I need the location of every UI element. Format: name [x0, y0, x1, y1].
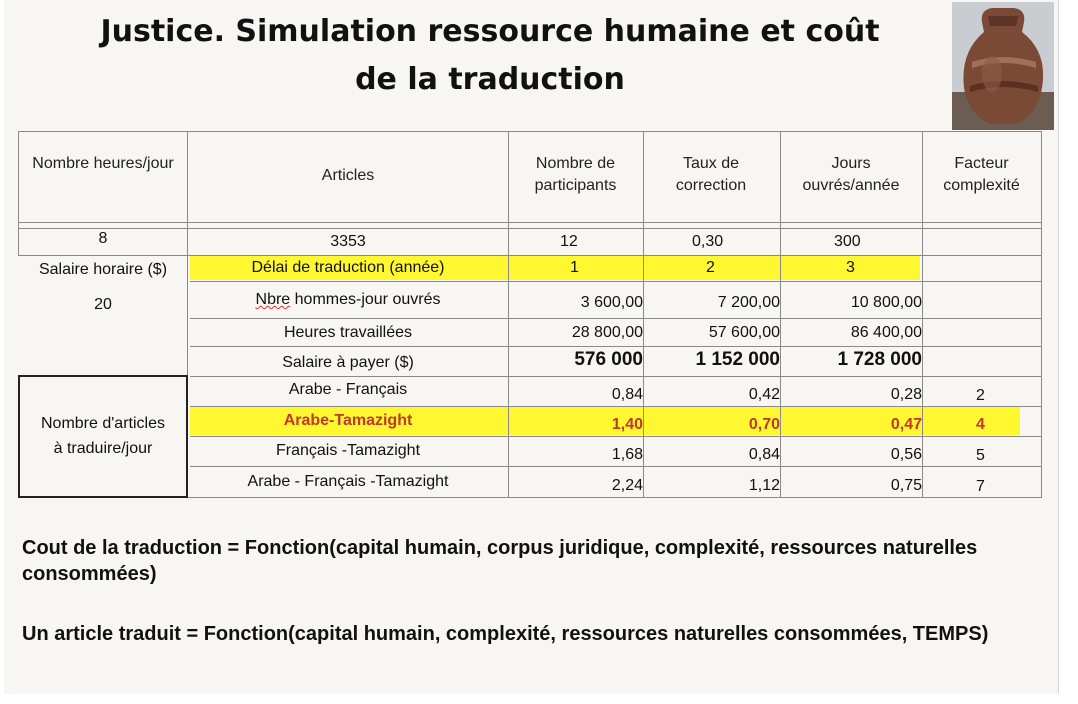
formula-translated-article: Un article traduit = Fonction(capital humain, complexité, ressources naturelles consommées, TEMPS) — [22, 623, 989, 645]
language-complexity-factor: 5 — [976, 447, 985, 464]
language-value-year-1: 0,84 — [611, 386, 643, 403]
delay-year-2: 2 — [706, 259, 715, 276]
language-value-year-1: 1,68 — [611, 446, 643, 463]
metric-hours-1: 28 800,00 — [571, 324, 643, 341]
metric-hours-2: 57 600,00 — [708, 324, 780, 341]
delay-year-1: 1 — [570, 259, 579, 276]
metric-salary-2: 1 152 000 — [695, 349, 780, 370]
language-complexity-factor: 2 — [976, 387, 985, 404]
title-line-2: de la traduction — [355, 62, 625, 97]
hourly-salary-value: 20 — [94, 296, 112, 313]
header-work-days: Jours ouvrés/année — [802, 155, 900, 194]
metric-label-hours: Heures travaillées — [283, 324, 413, 341]
base-hours: 8 — [98, 230, 108, 247]
base-participants: 12 — [560, 233, 578, 250]
language-complexity-factor: 4 — [976, 416, 985, 433]
language-value-year-3: 0,28 — [890, 386, 922, 403]
language-value-year-2: 0,84 — [748, 446, 780, 463]
metric-man-days-3: 10 800,00 — [850, 294, 922, 311]
header-correction-rate: Taux de correction — [675, 155, 747, 194]
delay-year-3: 3 — [846, 259, 855, 276]
metric-man-days-1: 3 600,00 — [580, 294, 643, 311]
language-name-highlighted: Arabe-Tamazight — [283, 412, 413, 429]
base-correction: 0,30 — [692, 233, 724, 250]
language-value-year-2: 1,12 — [748, 477, 780, 494]
metric-hours-3: 86 400,00 — [850, 324, 922, 341]
metric-label-salary: Salaire à payer ($) — [282, 354, 414, 371]
language-value-year-3: 0,56 — [890, 446, 922, 463]
language-name: Arabe - Français -Tamazight — [247, 473, 449, 490]
base-work-days: 300 — [834, 233, 861, 250]
metric-man-days-2: 7 200,00 — [717, 294, 780, 311]
language-value-year-3: 0,75 — [890, 477, 922, 494]
language-value-year-1: 2,24 — [611, 477, 643, 494]
articles-per-day-label-2: à traduire/jour — [53, 440, 153, 457]
delay-label: Délai de traduction (année) — [251, 259, 445, 276]
metric-salary-3: 1 728 000 — [837, 349, 922, 370]
language-name: Français -Tamazight — [275, 442, 421, 459]
header-hours-per-day: Nombre heures/jour — [32, 155, 174, 172]
formula-translation-cost: Cout de la traduction = Fonction(capital humain, corpus juridique, complexité, ressources naturelles consommées) — [22, 537, 978, 585]
language-name: Arabe - Français — [288, 381, 408, 398]
articles-per-day-label-1: Nombre d'articles — [41, 415, 165, 432]
language-value-year-1: 1,40 — [611, 416, 643, 433]
metric-salary-1: 576 000 — [574, 349, 643, 370]
header-articles: Articles — [321, 167, 375, 184]
header-complexity-factor: Facteur complexité — [943, 155, 1020, 194]
language-value-year-3: 0,47 — [890, 416, 922, 433]
hourly-salary-label: Salaire horaire ($) — [38, 261, 168, 278]
metric-label-man-days: Nbre hommes-jour ouvrés — [255, 291, 441, 308]
header-participants: Nombre de participants — [534, 155, 617, 194]
language-complexity-factor: 7 — [976, 478, 985, 495]
language-value-year-2: 0,70 — [748, 416, 780, 433]
title-line-1: Justice. Simulation ressource humaine et coût — [100, 14, 880, 49]
language-value-year-2: 0,42 — [748, 386, 780, 403]
base-articles: 3353 — [330, 233, 366, 250]
